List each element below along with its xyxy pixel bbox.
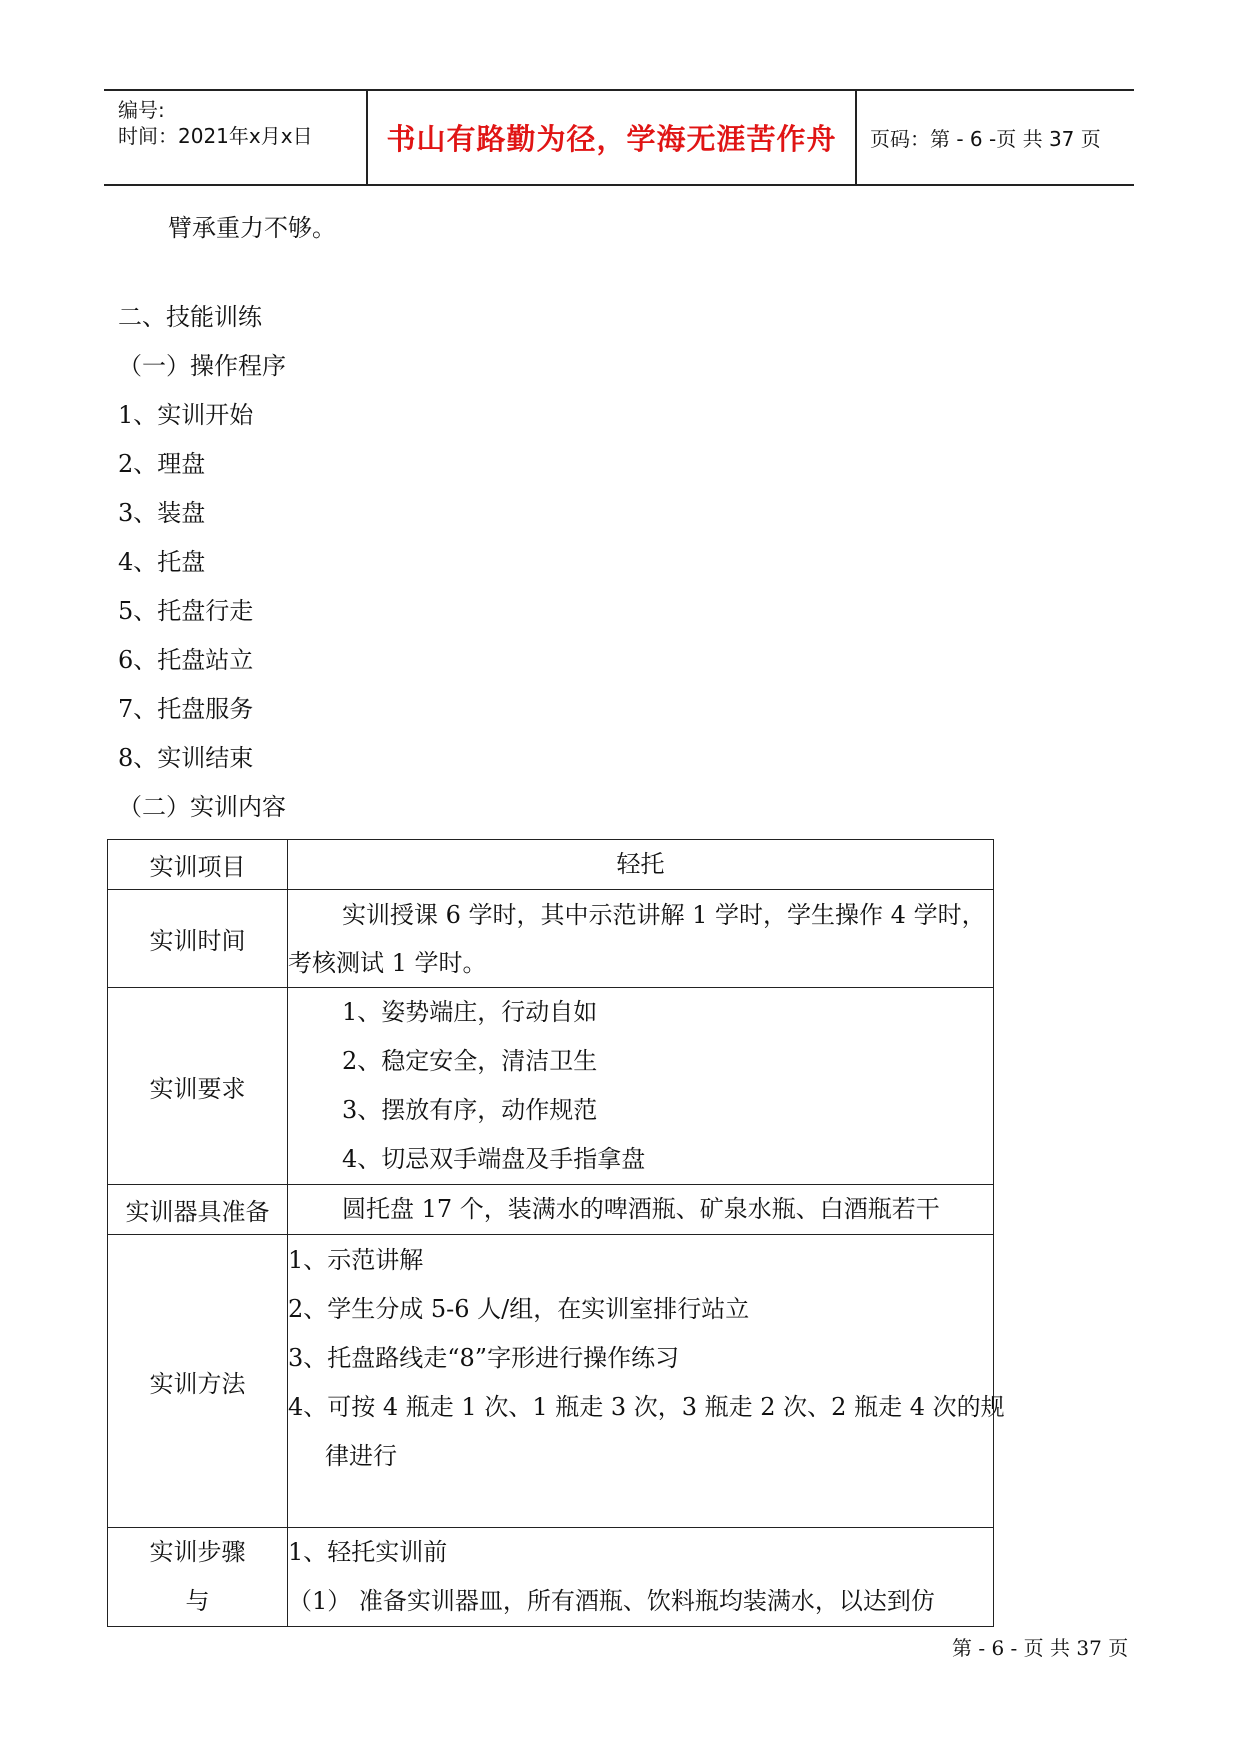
step-item: 1、轻托实训前 (288, 1538, 448, 1566)
procedure-step: 4、托盘 (118, 548, 206, 576)
header-motto: 书山有路勤为径，学海无涯苦作舟 (386, 122, 837, 156)
procedure-step: 7、托盘服务 (118, 695, 254, 723)
procedure-step: 8、实训结束 (118, 744, 254, 772)
requirement-item: 1、姿势端庄，行动自如 (342, 998, 598, 1026)
document-date-label: 时间：2021年x月x日 (118, 124, 313, 148)
row-value (288, 1185, 994, 1235)
method-item: 2、学生分成 5-6 人/组，在实训室排行站立 (288, 1295, 750, 1323)
document-code-label: 编号: (118, 98, 165, 122)
subsection-heading-procedure: （一）操作程序 (118, 352, 286, 380)
row-value (288, 840, 994, 890)
row-label-line: 与 (185, 1587, 210, 1615)
header-meta (104, 91, 368, 184)
header-page-cell (857, 91, 1134, 184)
section-heading: 二、技能训练 (118, 303, 262, 331)
row-label: 实训器具准备 (108, 1185, 288, 1235)
training-content-table (107, 839, 1005, 1627)
procedure-step: 5、托盘行走 (118, 597, 254, 625)
row-label-line: 实训步骤 (149, 1538, 246, 1566)
requirement-item: 3、摆放有序，动作规范 (342, 1096, 598, 1124)
procedure-step: 6、托盘站立 (118, 646, 254, 674)
page-header (104, 89, 1134, 186)
cell-text: 考核测试 1 学时。 (288, 948, 487, 977)
row-label (108, 1528, 288, 1627)
table-row (108, 890, 994, 988)
row-label: 实训方法 (108, 1235, 288, 1528)
procedure-step: 2、理盘 (118, 450, 206, 478)
cell-text: 实训授课 6 学时，其中示范讲解 1 学时，学生操作 4 学时， (342, 900, 986, 929)
method-item: 4、可按 4 瓶走 1 次、1 瓶走 3 次，3 瓶走 2 次、2 瓶走 4 次的规 (288, 1393, 1005, 1421)
subsection-heading-content: （二）实训内容 (118, 793, 286, 821)
row-value (288, 890, 994, 988)
table-row (108, 840, 994, 890)
continuation-text: 臂承重力不够。 (168, 214, 336, 242)
method-item: 3、托盘路线走“8”字形进行操作练习 (288, 1344, 680, 1372)
procedure-step: 3、装盘 (118, 499, 206, 527)
row-label: 实训时间 (108, 890, 288, 988)
requirement-item: 4、切忌双手端盘及手指拿盘 (342, 1145, 646, 1173)
row-value (288, 1528, 994, 1627)
table-row (108, 988, 994, 1185)
page-footer-number: 第 - 6 - 页 共 37 页 (952, 1636, 1129, 1660)
table-row (108, 1528, 994, 1627)
table-row (108, 1185, 994, 1235)
row-value (288, 988, 994, 1185)
requirement-item: 2、稳定安全，清洁卫生 (342, 1047, 598, 1075)
table-row (108, 1235, 994, 1528)
cell-text: 轻托 (616, 850, 665, 878)
row-label: 实训要求 (108, 988, 288, 1185)
header-page-number: 页码：第 - 6 -页 共 37 页 (870, 127, 1101, 151)
procedure-step: 1、实训开始 (118, 401, 254, 429)
row-value (288, 1235, 1005, 1528)
header-motto-cell (368, 91, 857, 184)
method-item-continued: 律进行 (325, 1442, 397, 1470)
step-item: （1） 准备实训器皿，所有酒瓶、饮料瓶均装满水，以达到仿 (288, 1587, 935, 1615)
method-item: 1、示范讲解 (288, 1246, 424, 1274)
cell-text: 圆托盘 17 个，装满水的啤酒瓶、矿泉水瓶、白酒瓶若干 (342, 1195, 940, 1223)
row-label: 实训项目 (108, 840, 288, 890)
